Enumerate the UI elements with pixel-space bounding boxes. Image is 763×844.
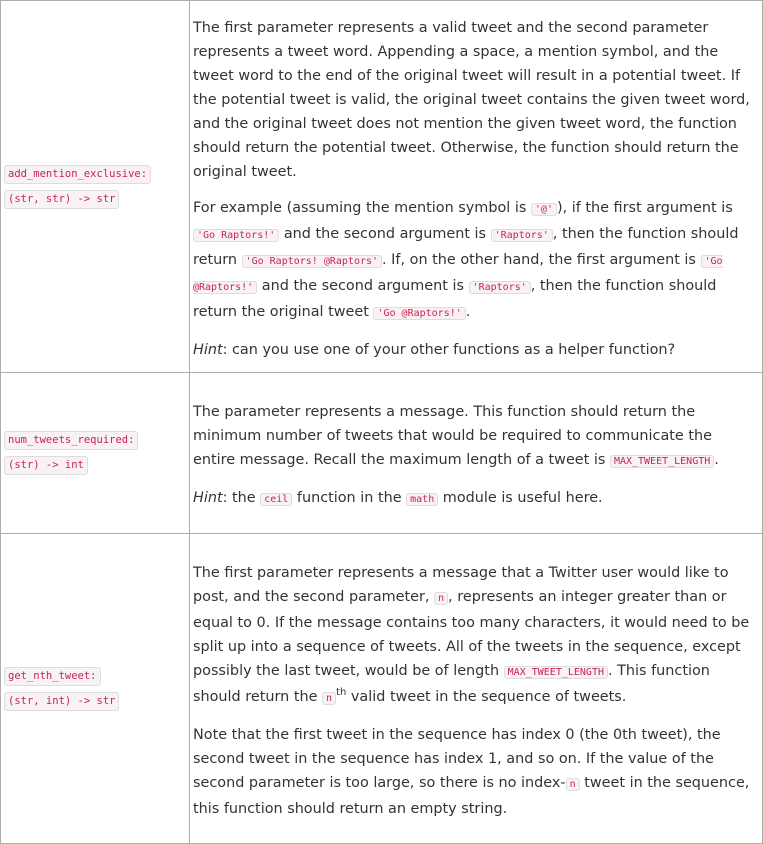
inline-code: 'Go @Raptors!' [373, 307, 465, 320]
hint-paragraph: Hint: the ceil function in the math module is useful here. [193, 489, 603, 506]
description-paragraph: The first parameter represents a message that a Twitter user would like to post, and the second parameter, n , represents an integer greater than or equal to 0. If the message contains too many characters, it would need to be split up into a sequence of tweets. All of the tweets in the sequence, except possibly the last tweet, would be of length MAX_TWEET_LENGTH . This function should return the $n^{th}$ valid tweet in the sequence of tweets. [193, 565, 750, 705]
inline-code: math [406, 493, 438, 506]
inline-code: MAX_TWEET_LENGTH [504, 666, 608, 679]
function-description-cell [190, 373, 763, 534]
hint-label: Hint [193, 342, 223, 358]
function-type-contract: (str, int) -> str [4, 692, 119, 711]
inline-code: 'Go Raptors! @Raptors' [242, 255, 382, 268]
function-name: num_tweets_required: [4, 431, 138, 450]
function-signature-cell [1, 1, 190, 373]
function-signature-cell [1, 534, 190, 844]
note-paragraph: Note that the first tweet in the sequence has index 0 (the 0th tweet), the second tweet in the sequence has index 1, and so on. If the value of the second parameter is too large, so there is no index- n tweet in the sequence, this function should return an empty string. [193, 727, 750, 817]
hint-label: Hint [193, 489, 223, 506]
inline-code: n [566, 778, 580, 791]
inline-code: '@' [531, 203, 557, 216]
table-row [1, 1, 763, 373]
function-name: get_nth_tweet: [4, 667, 101, 686]
example-paragraph: For example (assuming the mention symbol is '@' ), if the first argument is 'Go Raptors!' and the second argument is 'Raptors' , then the function should return 'Go Raptors! @Raptors' . If, on the other hand, the first argument is 'Go @Raptors!' and the second argument is 'Raptors' , then the function should return the original tweet 'Go @Raptors!' . [193, 200, 739, 320]
inline-code: 'Go @Raptors!' [193, 256, 723, 293]
hint-paragraph: Hint: can you use one of your other functions as a helper function? [193, 342, 676, 358]
function-type-contract: (str) -> int [4, 456, 88, 475]
description-paragraph: The first parameter represents a valid tweet and the second parameter represents a tweet word. Appending a space, a mention symbol, and the tweet word to the end of the original tweet will result in a potential tweet. If the potential tweet is valid, the original tweet contains the given tweet word, and the original tweet does not mention the given tweet word, the function should return the potential tweet. Otherwise, the function should return the original tweet. [193, 20, 750, 180]
inline-code: 'Raptors' [469, 281, 531, 294]
function-description-cell [190, 534, 763, 844]
function-name: add_mention_exclusive: [4, 165, 151, 184]
function-type-contract: (str, str) -> str [4, 190, 119, 209]
table-row [1, 534, 763, 844]
inline-code: ceil [260, 493, 292, 506]
inline-code: MAX_TWEET_LENGTH [610, 455, 714, 468]
description-paragraph: The parameter represents a message. This function should return the minimum number of tweets that would be required to communicate the entire message. Recall the maximum length of a tweet is MAX_TWEET_LENGTH . [193, 403, 719, 468]
function-signature-cell [1, 373, 190, 534]
inline-code: n [434, 592, 448, 605]
table-row [1, 373, 763, 534]
inline-code: n [322, 692, 336, 705]
inline-code: 'Go Raptors!' [193, 229, 279, 242]
function-description-cell [190, 1, 763, 373]
inline-code: 'Raptors' [491, 229, 553, 242]
superscript: th [336, 687, 347, 699]
